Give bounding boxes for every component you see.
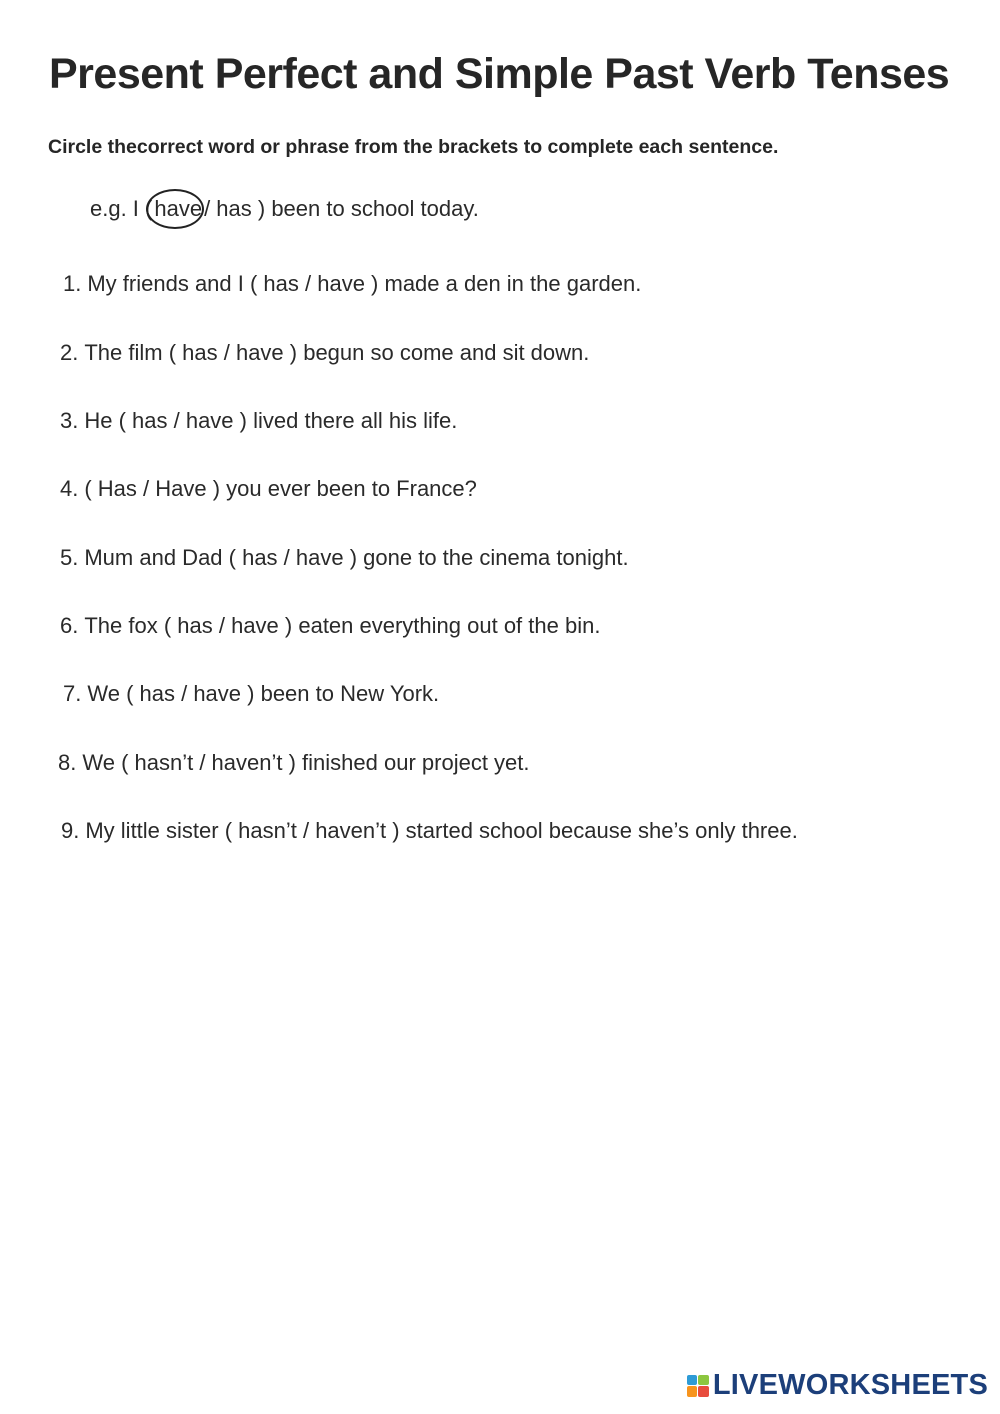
question-text[interactable]: My friends and I ( has / have ) made a den in the garden. [87, 271, 642, 296]
question-number: 1. [63, 271, 82, 296]
question-number: 7. [63, 681, 82, 706]
question-item [61, 818, 798, 844]
liveworksheets-brand[interactable] [687, 1369, 988, 1402]
example-prefix: e.g. I ( [90, 196, 153, 221]
example-circled-word: have [154, 196, 203, 221]
question-item [60, 545, 629, 571]
question-text[interactable]: The film ( has / have ) begun so come and sit down. [84, 340, 590, 365]
question-text[interactable]: He ( has / have ) lived there all his life. [84, 408, 458, 433]
question-text[interactable]: My little sister ( hasn’t / haven’t ) started school because she’s only three. [85, 818, 798, 843]
question-number: 6. [60, 613, 79, 638]
question-number: 8. [58, 750, 77, 775]
page-title: Present Perfect and Simple Past Verb Tenses [49, 50, 950, 98]
question-item [60, 408, 457, 434]
instructions: Circle thecorrect word or phrase from the brackets to complete each sentence. [48, 136, 779, 158]
brand-name: LIVEWORKSHEETS [712, 1369, 988, 1401]
question-item [63, 271, 641, 297]
question-number: 9. [61, 818, 80, 843]
question-item [60, 613, 600, 639]
question-item [58, 750, 530, 776]
question-number: 3. [60, 408, 79, 433]
question-item [60, 340, 589, 366]
logo-square-orange [687, 1386, 698, 1397]
question-text[interactable]: The fox ( has / have ) eaten everything out of the bin. [84, 613, 601, 638]
question-text[interactable]: ( Has / Have ) you ever been to France? [84, 476, 477, 501]
question-item [60, 476, 477, 502]
question-item [63, 681, 439, 707]
question-text[interactable]: Mum and Dad ( has / have ) gone to the cinema tonight. [84, 545, 629, 570]
logo-square-blue [687, 1375, 698, 1386]
question-number: 4. [60, 476, 79, 501]
liveworksheets-logo-icon [687, 1375, 709, 1397]
question-text[interactable]: We ( has / have ) been to New York. [87, 681, 440, 706]
logo-square-green [698, 1375, 709, 1386]
logo-square-red [698, 1386, 709, 1397]
question-text[interactable]: We ( hasn’t / haven’t ) finished our project yet. [82, 750, 530, 775]
question-number: 5. [60, 545, 79, 570]
example-suffix: / has ) been to school today. [204, 196, 479, 221]
question-number: 2. [60, 340, 79, 365]
